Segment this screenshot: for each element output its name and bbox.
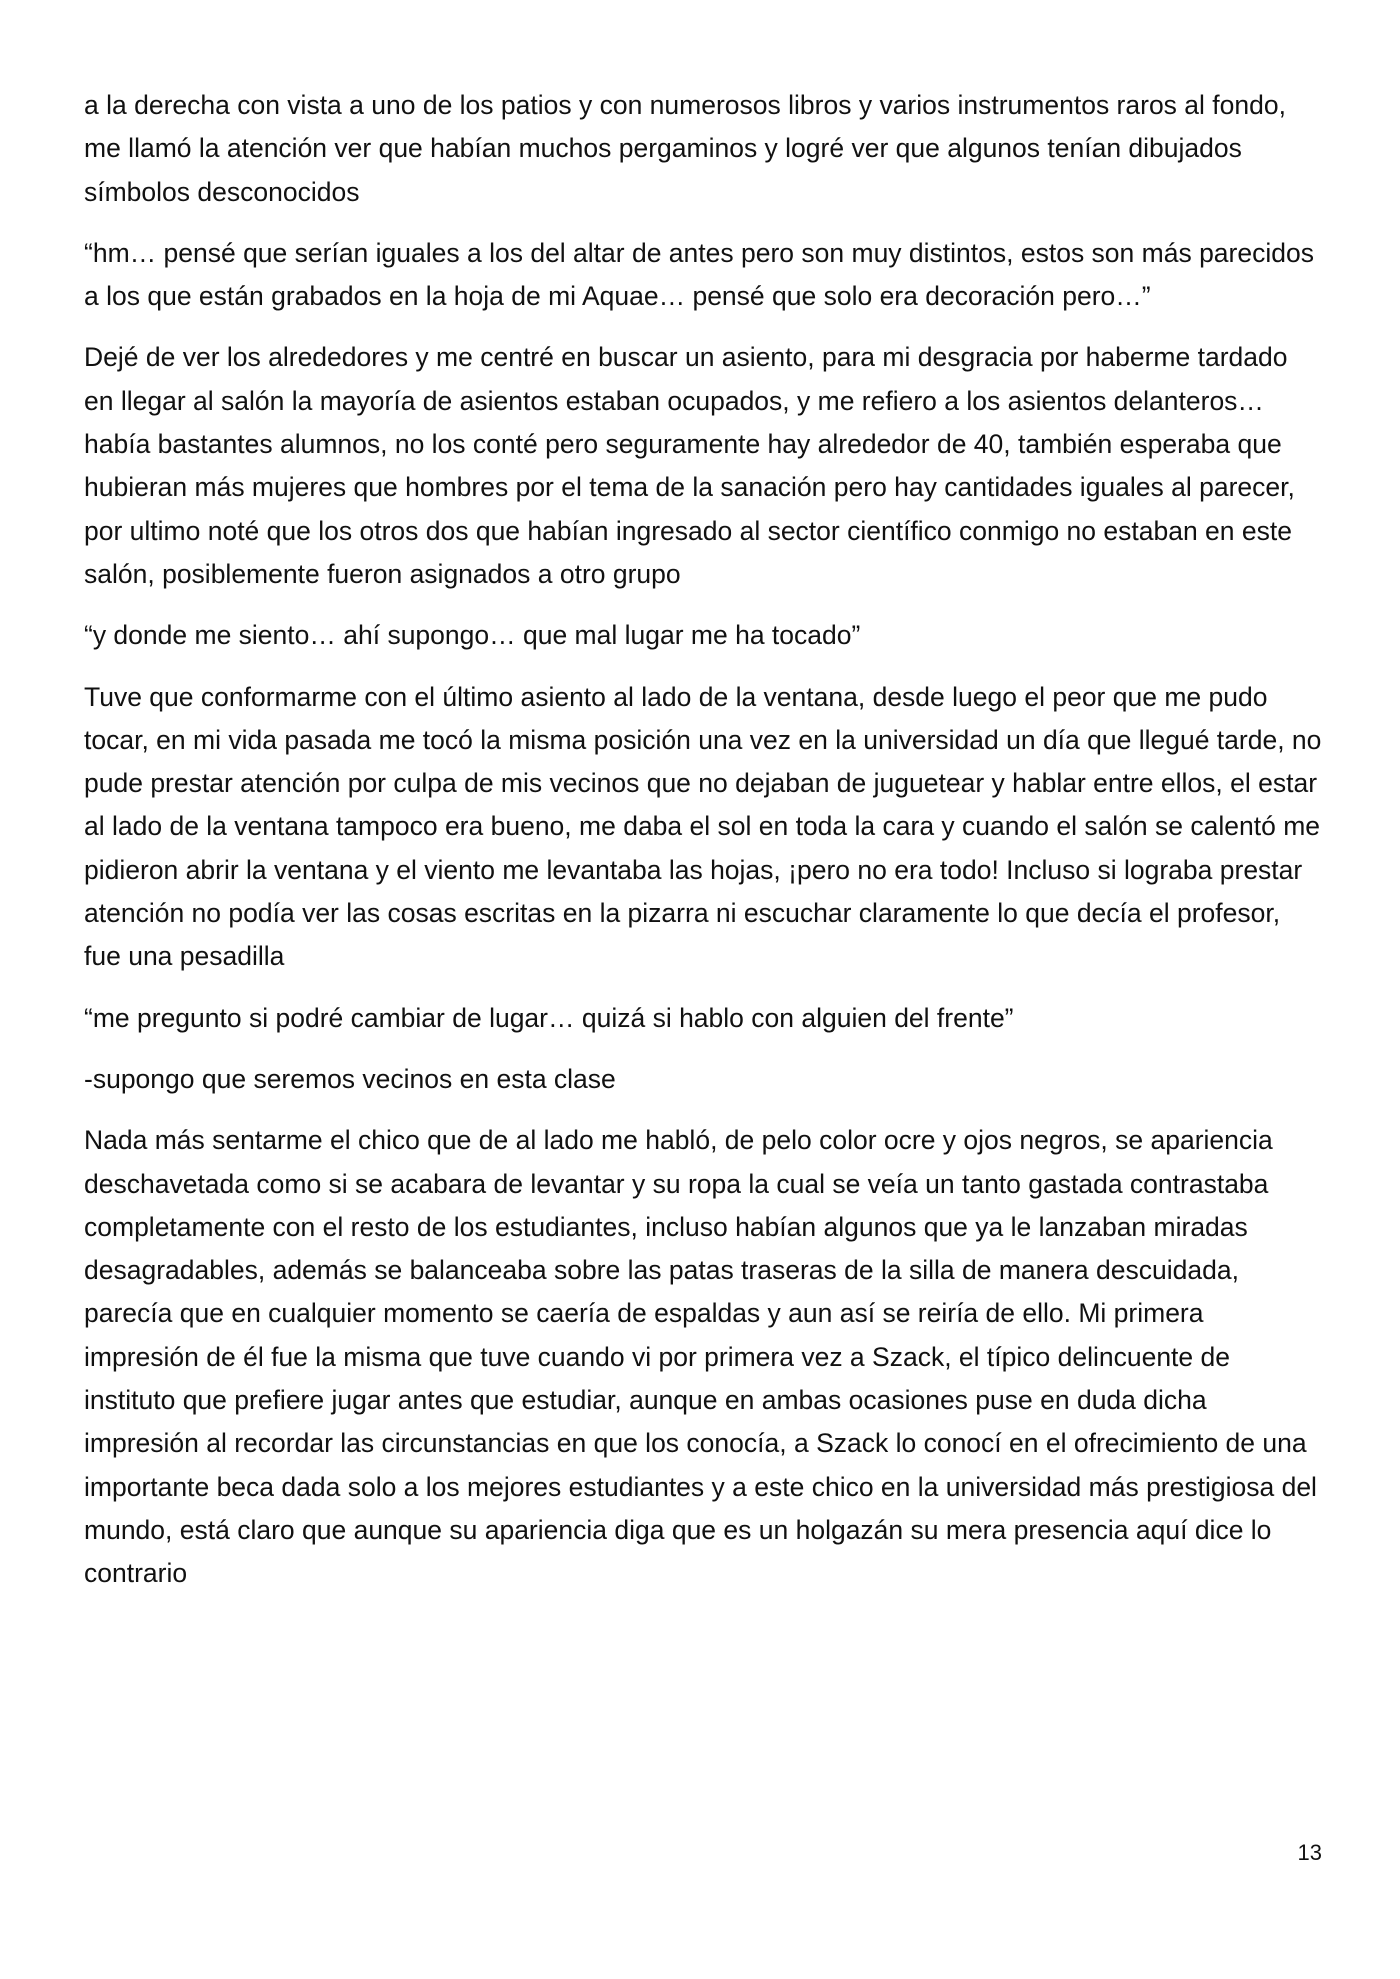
paragraph-6: “me pregunto si podré cambiar de lugar… quizá si hablo con alguien del frente” — [84, 1002, 1014, 1033]
page-number: 13 — [1297, 1840, 1322, 1865]
paragraph-8: Nada más sentarme el chico que de al lado me habló, de pelo color ocre y ojos negros, se apariencia deschavetada como si se acabara de levantar y su ropa la cual se veía un tanto gastada contrastaba completamente con el resto de los estudiantes, incluso habían algunos que ya le lanzaban miradas desagradables, además se balanceaba sobre las patas traseras de la silla de manera descuidada, parecía que en cualquier momento se caería de espaldas y aun así se reiría de ello. Mi primera impresión de él fue la misma que tuve cuando vi por primera vez a Szack, el típico delincuente de instituto que prefiere jugar antes que estudiar, aunque en ambas ocasiones puse en duda dicha impresión al recordar las circunstancias en que los conocía, a Szack lo conocí en el ofrecimiento de una importante beca dada solo a los mejores estudiantes y a este chico en la universidad más prestigiosa del mundo, está claro que aunque su apariencia diga que es un holgazán su mera presencia aquí dice lo contrario — [84, 1125, 1317, 1589]
paragraph-3: Dejé de ver los alrededores y me centré en buscar un asiento, para mi desgracia por haberme tardado en llegar al salón la mayoría de asientos estaban ocupados, y me refiero a los asientos delanteros… había bastantes alumnos, no los conté pero seguramente hay alrededor de 40, también esperaba que hubieran más mujeres que hombres por el tema de la sanación pero hay cantidades iguales al parecer, por ultimo noté que los otros dos que habían ingresado al sector científico conmigo no estaban en este salón, posiblemente fueron asignados a otro grupo — [84, 342, 1295, 589]
paragraph-7: -supongo que seremos vecinos en esta clase — [84, 1063, 616, 1094]
paragraph-4: “y donde me siento… ahí supongo… que mal lugar me ha tocado” — [84, 620, 861, 651]
paragraph-2: “hm… pensé que serían iguales a los del altar de antes pero son muy distintos, estos son más parecidos a los que están grabados en la hoja de mi Aquae… pensé que solo era decoración pero…” — [84, 237, 1314, 312]
paragraph-5: Tuve que conformarme con el último asiento al lado de la ventana, desde luego el peor que me pudo tocar, en mi vida pasada me tocó la misma posición una vez en la universidad un día que llegué tarde, no pude prestar atención por culpa de mis vecinos que no dejaban de juguetear y hablar entre ellos, el estar al lado de la ventana tampoco era bueno, me daba el sol en toda la cara y cuando el salón se calentó me pidieron abrir la ventana y el viento me levantaba las hojas, ¡pero no era todo! Incluso si lograba prestar atención no podía ver las cosas escritas en la pizarra ni escuchar claramente lo que decía el profesor, fue una pesadilla — [84, 681, 1322, 972]
paragraph-1: a la derecha con vista a uno de los patios y con numerosos libros y varios instrumentos raros al fondo, me llamó la atención ver que habían muchos pergaminos y logré ver que algunos tenían dibujados símbolos desconocidos — [84, 90, 1286, 207]
page-body — [84, 84, 1324, 1614]
